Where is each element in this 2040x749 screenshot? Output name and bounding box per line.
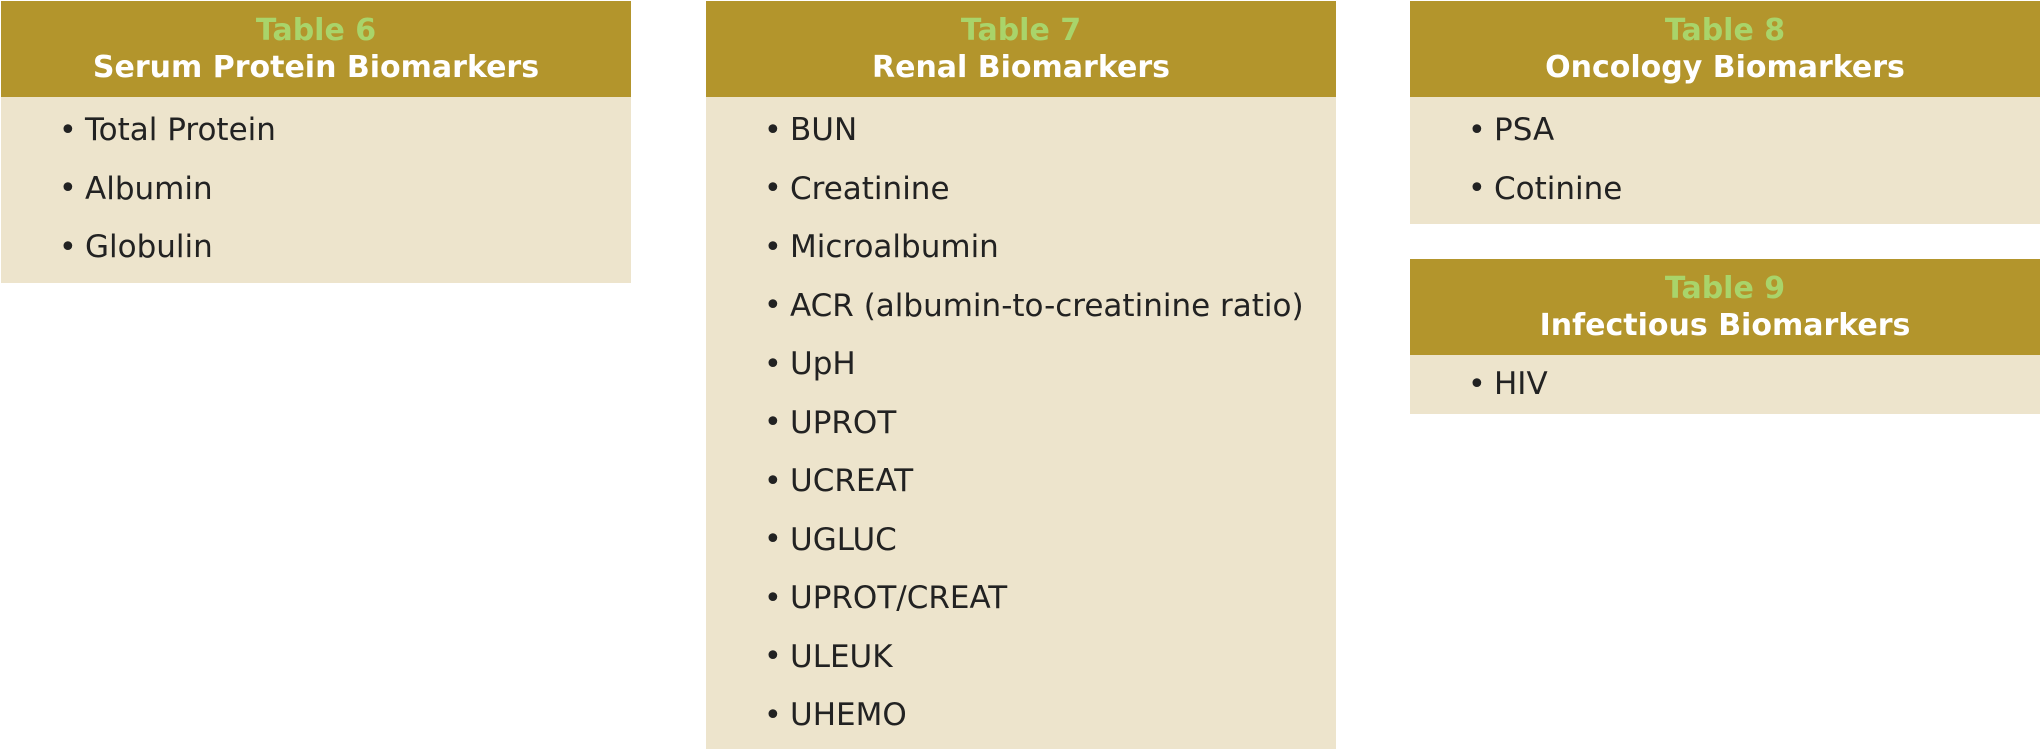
list-item-label: Globulin (85, 229, 213, 266)
list-item-label: UCREAT (790, 463, 914, 500)
bullet-icon: • (59, 229, 77, 265)
table-9-body (1410, 355, 2040, 414)
table-6-number: Table 6 (255, 13, 377, 48)
list-item (764, 218, 1336, 277)
table-6-card (1, 1, 631, 283)
bullet-icon: • (764, 522, 782, 558)
list-item-label: ULEUK (790, 638, 893, 675)
table-6-body (1, 97, 631, 283)
list-item (764, 686, 1336, 745)
bullet-icon: • (1468, 112, 1486, 148)
bullet-icon: • (764, 697, 782, 733)
list-item-label: UpH (790, 346, 856, 383)
list-item-label: UGLUC (790, 521, 897, 558)
list-item (1468, 101, 2040, 160)
list-item-label: Albumin (85, 170, 213, 207)
list-item-label: Cotinine (1494, 170, 1623, 207)
table-6-list (59, 101, 631, 277)
table-6-header (1, 1, 631, 97)
bullet-icon: • (764, 405, 782, 441)
list-item-label: ACR (albumin-to-creatinine ratio) (790, 287, 1304, 324)
bullet-icon: • (1468, 171, 1486, 207)
list-item-label: UPROT/CREAT (790, 580, 1008, 617)
table-9-header (1410, 259, 2040, 355)
table-7-body (706, 97, 1336, 749)
table-6-title: Serum Protein Biomarkers (92, 50, 540, 85)
list-item (764, 335, 1336, 394)
list-item-label: HIV (1494, 366, 1548, 403)
list-item-label: Creatinine (790, 170, 950, 207)
table-7-list (764, 101, 1336, 745)
list-item-label: BUN (790, 112, 858, 149)
bullet-icon: • (764, 463, 782, 499)
table-9-card (1410, 259, 2040, 414)
bullet-icon: • (764, 229, 782, 265)
list-item (59, 101, 631, 160)
table-7-title: Renal Biomarkers (872, 50, 1170, 85)
table-7-header (706, 1, 1336, 97)
list-item (1468, 355, 2040, 414)
list-item (59, 160, 631, 219)
table-7-card (706, 1, 1336, 749)
bullet-icon: • (59, 112, 77, 148)
table-9-number: Table 9 (1664, 271, 1786, 306)
table-9-title: Infectious Biomarkers (1539, 308, 1911, 343)
bullet-icon: • (59, 171, 77, 207)
table-7-number: Table 7 (960, 13, 1082, 48)
list-item (1468, 160, 2040, 219)
list-item (764, 160, 1336, 219)
list-item (764, 569, 1336, 628)
list-item-label: Microalbumin (790, 229, 999, 266)
table-8-list (1468, 101, 2040, 218)
bullet-icon: • (764, 346, 782, 382)
table-8-body (1410, 97, 2040, 224)
bullet-icon: • (764, 580, 782, 616)
list-item (764, 394, 1336, 453)
list-item (764, 452, 1336, 511)
bullet-icon: • (764, 112, 782, 148)
bullet-icon: • (764, 288, 782, 324)
list-item-label: UPROT (790, 404, 897, 441)
table-9-list (1468, 355, 2040, 414)
list-item-label: UHEMO (790, 697, 907, 734)
table-8-number: Table 8 (1664, 13, 1786, 48)
list-item (764, 628, 1336, 687)
list-item-label: PSA (1494, 112, 1555, 149)
table-8-header (1410, 1, 2040, 97)
table-8-card (1410, 1, 2040, 224)
bullet-icon: • (1468, 366, 1486, 402)
list-item (764, 277, 1336, 336)
bullet-icon: • (764, 639, 782, 675)
list-item-label: Total Protein (85, 112, 276, 149)
list-item (764, 101, 1336, 160)
list-item (764, 511, 1336, 570)
list-item (59, 218, 631, 277)
bullet-icon: • (764, 171, 782, 207)
table-8-title: Oncology Biomarkers (1545, 50, 1905, 85)
